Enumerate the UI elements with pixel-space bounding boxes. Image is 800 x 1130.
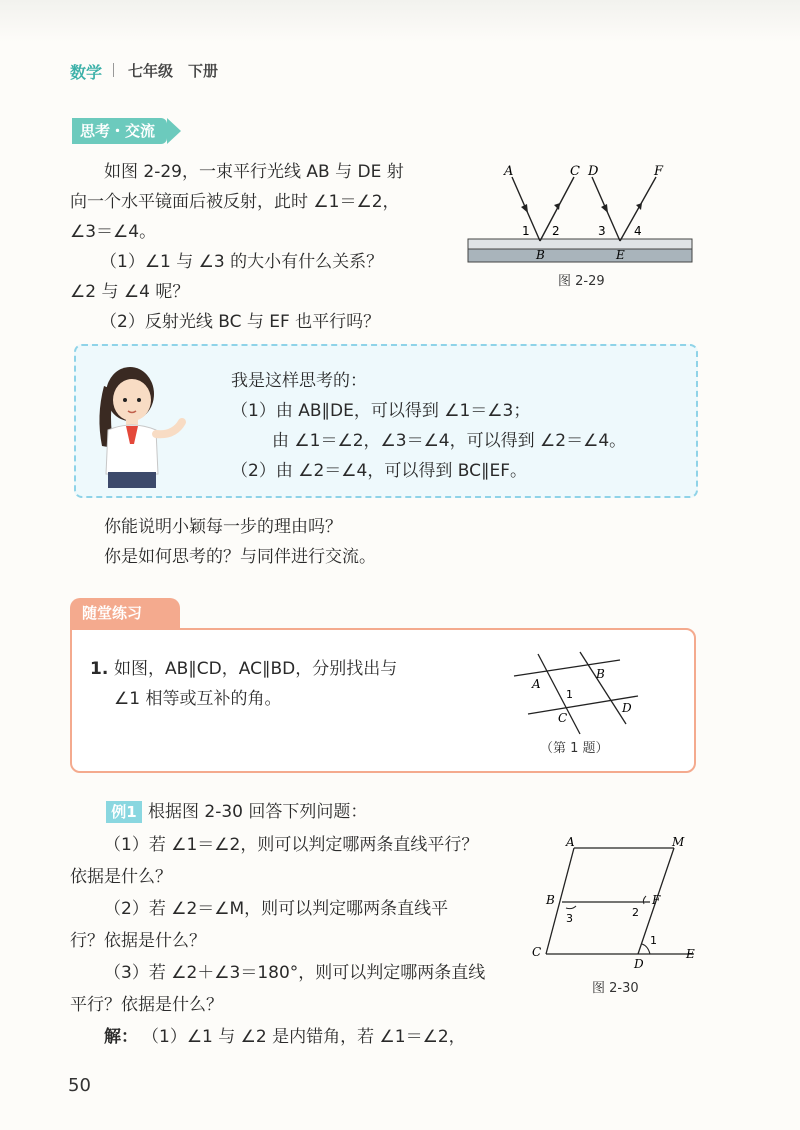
angle-4-label: 4 (634, 224, 642, 238)
face (113, 379, 151, 421)
page-number: 50 (68, 1075, 91, 1096)
raised-arm (156, 422, 182, 434)
figure-2-29 (462, 155, 702, 295)
angle-1-arc (642, 944, 650, 954)
discussion-question-2: 你是如何思考的？与同伴进行交流。 (104, 547, 376, 567)
practice-line-1: 如图，AB∥CD，AC∥BD，分别找出与 (114, 659, 398, 679)
label-d: D (588, 164, 599, 179)
example-tag: 例1 (106, 801, 142, 823)
thinking-intro: 我是这样思考的： (231, 371, 367, 391)
eye-left (123, 398, 127, 402)
practice-number: 1. (90, 659, 109, 679)
label-c: C (558, 711, 568, 725)
label-a: A (504, 164, 514, 179)
label-e: E (616, 248, 625, 262)
label-a: A (532, 677, 541, 691)
practice-tab: 随堂练习 (70, 598, 180, 628)
example-line-1: （1）若 ∠1＝∠2，则可以判定哪两条直线平行？ (104, 835, 479, 855)
thinking-line-2: 由 ∠1＝∠2，∠3＝∠4，可以得到 ∠2＝∠4。 (272, 431, 627, 451)
example-title: 根据图 2-30 回答下列问题： (148, 802, 368, 822)
angle-2-label: 2 (552, 224, 560, 238)
discussion-question-1: 你能说明小颖每一步的理由吗？ (104, 517, 342, 537)
angle-3-label: 3 (598, 224, 606, 238)
label-b: B (596, 667, 605, 681)
example-line-5: （3）若 ∠2＋∠3＝180°，则可以判定哪两条直线 (104, 963, 486, 983)
angle-1-label: 1 (566, 688, 573, 701)
label-d: D (622, 701, 632, 715)
angle-2-arc (643, 896, 646, 904)
label-b: B (546, 893, 555, 907)
example-line-2: 依据是什么？ (70, 867, 172, 887)
header-subject: 数学 (70, 63, 103, 82)
figure-2-30-caption: 图 2-30 (592, 981, 639, 996)
thinking-line-3: （2）由 ∠2＝∠4，可以得到 BC∥EF。 (231, 461, 527, 481)
figure-2-30 (524, 832, 704, 1004)
example-line-4: 行？依据是什么？ (70, 931, 206, 951)
label-m: M (672, 835, 685, 849)
label-b: B (536, 248, 545, 262)
top-band (0, 0, 800, 42)
angle-1-label: 1 (650, 934, 657, 947)
angle-2-label: 2 (632, 906, 639, 919)
practice-figure (510, 648, 660, 760)
girl-illustration (84, 356, 194, 490)
solution-line: （1）∠1 与 ∠2 是内错角，若 ∠1＝∠2， (142, 1027, 466, 1047)
label-f: F (654, 164, 664, 179)
label-d: D (634, 957, 644, 971)
figure-2-29-caption: 图 2-29 (558, 274, 605, 289)
angle-3-label: 3 (566, 912, 573, 925)
label-c: C (532, 945, 542, 959)
think-question-1: （1）∠1 与 ∠3 的大小有什么关系？ (100, 252, 384, 272)
solution-label: 解： (104, 1027, 138, 1047)
mirror-body (468, 249, 692, 262)
practice-line-2: ∠1 相等或互补的角。 (114, 689, 282, 709)
label-a: A (566, 835, 575, 849)
think-discuss-tab: 思考・交流 (72, 118, 167, 144)
example-line-3: （2）若 ∠2＝∠M，则可以判定哪两条直线平 (104, 899, 449, 919)
think-question-1b: ∠2 与 ∠4 呢？ (70, 282, 190, 302)
header-separator (113, 63, 114, 77)
angle-1-label: 1 (522, 224, 530, 238)
think-question-2: （2）反射光线 BC 与 EF 也平行吗？ (100, 312, 381, 332)
angle-3-arc (566, 906, 576, 909)
mirror-top (468, 239, 692, 249)
practice-figure-caption: （第 1 题） (540, 741, 609, 756)
thinking-line-1: （1）由 AB∥DE，可以得到 ∠1＝∠3； (231, 401, 531, 421)
think-paragraph-line-2: 向一个水平镜面后被反射，此时 ∠1＝∠2， (70, 192, 400, 212)
label-e: E (686, 947, 695, 961)
example-line-6: 平行？依据是什么？ (70, 995, 223, 1015)
label-c: C (570, 164, 580, 179)
think-paragraph-line-3: ∠3＝∠4。 (70, 222, 157, 242)
arrow-ef (636, 203, 642, 210)
header-grade: 七年级 下册 (128, 62, 219, 80)
skirt (108, 472, 156, 488)
think-paragraph-line-1: 如图 2-29，一束平行光线 AB 与 DE 射 (104, 162, 404, 182)
label-f: F (652, 893, 661, 907)
arrow-ab (521, 204, 528, 213)
arrow-de (601, 204, 608, 213)
eye-right (137, 398, 141, 402)
